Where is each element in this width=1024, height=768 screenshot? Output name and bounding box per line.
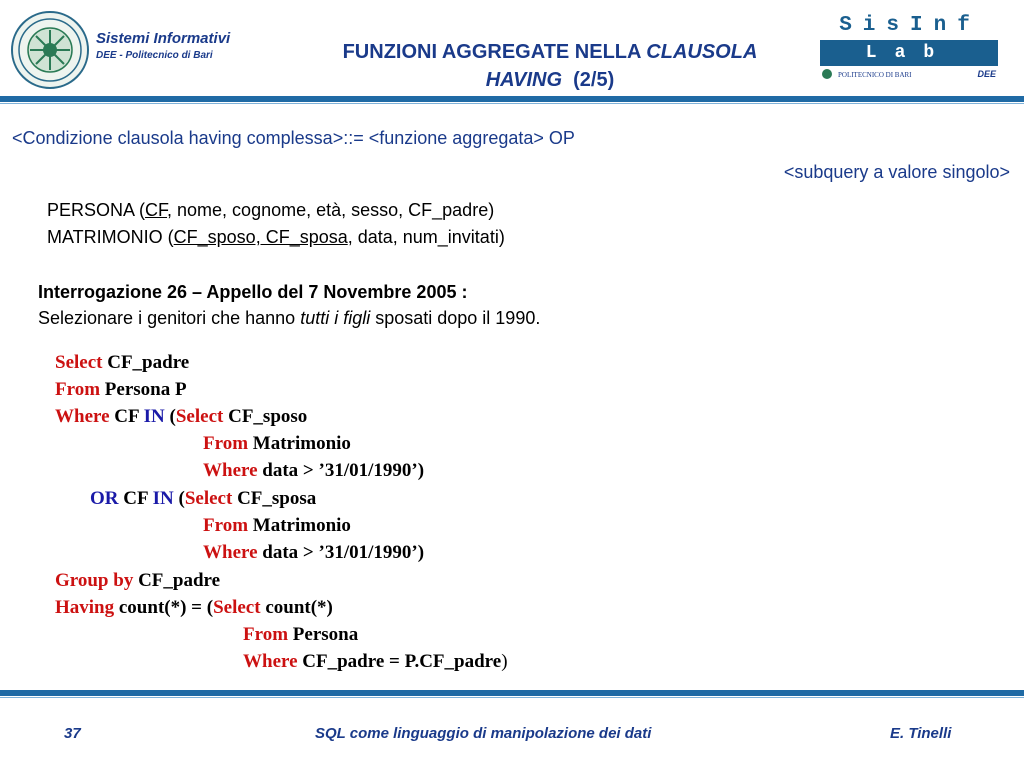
sql-keyword-in: IN	[143, 406, 165, 427]
sql-text: CF_padre	[133, 570, 221, 591]
sql-keyword: Having	[55, 597, 115, 618]
question-text	[38, 308, 540, 329]
slide-title	[290, 38, 810, 94]
question-text-italic: tutti i figli	[300, 308, 371, 328]
title-line2-italic: HAVING	[485, 69, 563, 91]
sql-text: CF_padre = P.CF_padre	[297, 651, 502, 672]
question-text-pre: Selezionare i genitori che hanno	[38, 308, 301, 328]
schema-persona-pre: PERSONA (	[47, 200, 146, 220]
sql-text: Matrimonio	[248, 433, 351, 454]
sql-text: CF_sposo	[223, 406, 308, 427]
footer-divider	[0, 690, 1024, 696]
header-divider-thin	[0, 103, 1024, 104]
grammar-line-1: <Condizione clausola having complessa>::= <funzione aggregata> OP	[12, 128, 575, 148]
schema-matrimonio	[47, 227, 505, 248]
sql-line-10	[55, 597, 333, 619]
sisinf-politecnico-label: POLITECNICO DI BARI	[838, 71, 912, 79]
schema-persona-post: , nome, cognome, età, sesso, CF_padre)	[167, 200, 495, 220]
politecnico-dot-icon	[822, 69, 832, 79]
schema-matrimonio-post: , data, num_invitati)	[347, 227, 505, 247]
dee-logo: DEE	[977, 69, 996, 79]
sql-line-5	[203, 460, 424, 482]
header-divider	[0, 96, 1024, 102]
sisinf-logo-text: SisInf	[839, 14, 981, 37]
sql-line-3	[55, 406, 307, 428]
sql-line-4	[203, 433, 351, 455]
sql-keyword: Where	[243, 651, 298, 672]
schema-persona-key: CF	[145, 200, 168, 220]
schema-persona	[47, 200, 494, 221]
question-text-post: sposati dopo il 1990.	[370, 308, 541, 328]
sql-text: (	[164, 406, 176, 427]
sql-keyword: Select	[184, 488, 233, 509]
sql-keyword: From	[203, 433, 249, 454]
sql-text: count(*) = (	[114, 597, 214, 618]
sql-keyword: Where	[203, 542, 258, 563]
brand-title: Sistemi Informativi	[96, 30, 231, 47]
sql-line-2	[55, 379, 187, 401]
sql-keyword: From	[243, 624, 289, 645]
sql-text: Persona P	[100, 379, 187, 400]
sql-line-12	[243, 651, 508, 673]
sql-keyword: Where	[55, 406, 110, 427]
footer-divider-thin	[0, 697, 1024, 698]
sql-keyword: From	[55, 379, 101, 400]
politecnico-seal-logo	[10, 10, 90, 90]
sisinf-lab-bar: Lab	[820, 40, 998, 66]
sql-text: Matrimonio	[248, 515, 351, 536]
sql-text: CF	[109, 406, 144, 427]
sql-keyword: Select	[55, 352, 103, 373]
page-number: 37	[64, 725, 81, 742]
footer-author: E. Tinelli	[890, 725, 952, 742]
sisinf-logo-footer	[820, 68, 1000, 82]
sql-text: CF_sposa	[232, 488, 317, 509]
sql-keyword: Group by	[55, 570, 134, 591]
brand-subtitle: DEE - Politecnico di Bari	[96, 50, 213, 61]
schema-matrimonio-key: CF_sposo, CF_sposa	[173, 227, 348, 247]
sql-line-1	[55, 352, 189, 374]
sql-line-11	[243, 624, 358, 646]
schema-matrimonio-pre: MATRIMONIO (	[47, 227, 174, 247]
sql-keyword: Where	[203, 460, 258, 481]
sql-keyword: From	[203, 515, 249, 536]
sql-keyword-or: OR	[90, 488, 119, 509]
footer-course-title: SQL come linguaggio di manipolazione dei dati	[315, 725, 652, 742]
sql-text: )	[501, 651, 508, 672]
sql-text: data > ’31/01/1990’)	[257, 460, 425, 481]
sql-text: (	[173, 488, 185, 509]
sql-line-6	[90, 488, 316, 510]
title-line1-plain: FUNZIONI AGGREGATE NELLA	[342, 41, 647, 63]
sql-line-8	[203, 542, 424, 564]
sql-keyword: Select	[213, 597, 261, 618]
sql-text: CF	[118, 488, 153, 509]
sql-line-9	[55, 570, 220, 592]
sql-keyword-in: IN	[152, 488, 174, 509]
sql-text: Persona	[288, 624, 359, 645]
sql-text: data > ’31/01/1990’)	[257, 542, 425, 563]
title-line1-italic: CLAUSOLA	[646, 41, 758, 63]
sql-line-7	[203, 515, 351, 537]
sql-keyword: Select	[175, 406, 224, 427]
sql-text: CF_padre	[102, 352, 190, 373]
question-title: Interrogazione 26 – Appello del 7 Novembre 2005 :	[38, 282, 468, 302]
sql-text: count(*)	[260, 597, 333, 618]
title-line2-plain: (2/5)	[562, 69, 615, 91]
grammar-line-2: <subquery a valore singolo>	[783, 162, 1010, 182]
